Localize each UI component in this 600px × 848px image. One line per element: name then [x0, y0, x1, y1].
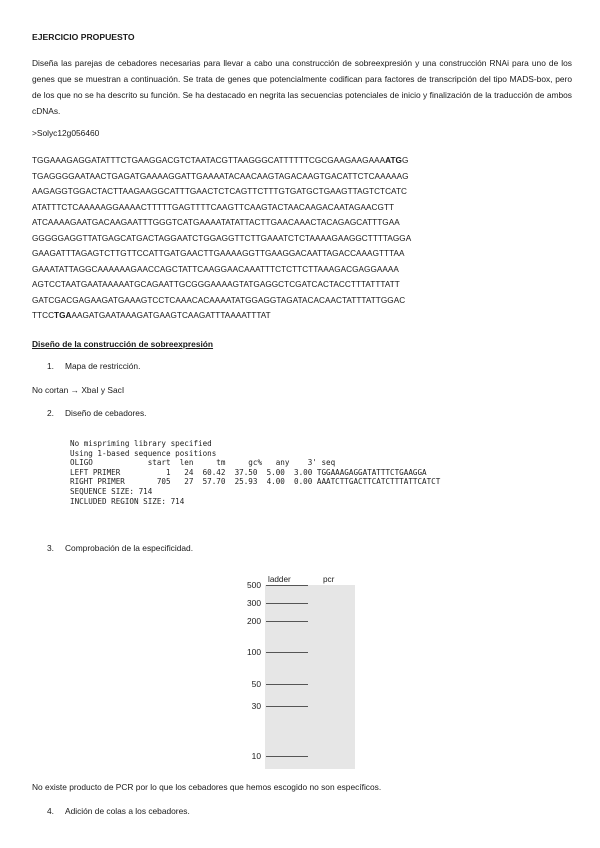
seq-line: TGAGGGGAATAACTGAGATGAAAAGGATTGAAAATACAACAAGTAGACAAGTGACATTCTCAAAAAG [32, 171, 409, 181]
gel-band-label: 500 [247, 580, 261, 590]
ladder-band [266, 706, 308, 707]
seq-line: GATCGACGAGAAGATGAAAGTCCTCAAACACAAAATATGGAGGTAGATACACAACTATTTATTGGAC [32, 295, 406, 305]
no-cut-enzymes: No cortan → XbaI y SacI [32, 385, 125, 395]
seq-line: GAAATATTAGGCAAAAAAGAACCAGCTATTCAAGGAACAAATTTCTCTTCTTAAAGACGAGGAAAA [32, 264, 399, 274]
seq-line: TTCCTGAAAGATGAATAAAGATGAAGTCAAGATTTAAAATTTAT [32, 311, 271, 320]
ladder-band [266, 652, 308, 653]
seq-line: GAAGATTTAGAGTCTTGTTCCATTGATGAACTTGAAAAGGTTGAAGGACAATTAGACCAAAGTTTAA [32, 249, 405, 258]
exercise-intro: Diseña las parejas de cebadores necesarias para llevar a cabo una construcción de sobreexpresión y una construcción RNAi para uno de los genes que se muestran a continuación. Se trata de genes que potencialmente codifican para factores de transcripción del tipo MADS-box, pero de los que no se ha descrito su función. Se ha destacado en negrita las secuencias potenciales de inicio y finalización de la traducción de ambos cDNAs. [32, 58, 572, 116]
gel-band-label: 200 [247, 616, 261, 626]
step-3: 3. Comprobación de la especificidad. [47, 543, 194, 553]
stop-codon: TGA [54, 311, 72, 320]
ladder-band [266, 756, 308, 757]
seq-line: GGGGGAGGTTATGAGCATGACTAGGAATCTGGAGGTTCTTGAAATCTCTAAAAGAAGGCTTTTAGGA [32, 233, 412, 243]
pcr-conclusion: No existe producto de PCR por lo que los cebadores que hemos escogido no son específicos. [32, 782, 382, 792]
ladder-band [266, 684, 308, 685]
seq-line: ATATTTCTCAAAAAGGAAAACTTTTTGAGTTTTCAAGTTCAAGTACTAACAAGACAATAGAACGTT [32, 202, 395, 212]
seq-line: ATCAAAAGAATGACAAGAATTTGGGTCATGAAAATATATTACTTGAACAAACTACAGAGCATTTGAA [32, 218, 400, 227]
primer3-output: No mispriming library specified Using 1-based sequence positions OLIGO start len tm gc% any 3' seq LEFT PRIMER 1 24 60.42 37.50 5.00 3.00 TGGAAAGAGGATATTTCTGAAGGA RIGHT PRIMER 705 27 57.70 25.93 4.00 0.00 AAATCTTGACTTCATCTTTATTCATCT SEQUENCE SIZE: 714 INCLUDED REGION SIZE: 714 [70, 439, 441, 506]
gel-lane-ladder: ladder [268, 575, 291, 584]
gel-band-label: 10 [251, 751, 261, 761]
gene-id: >Solyc12g056460 [32, 128, 100, 138]
step-4: 4. Adición de colas a los cebadores. [47, 806, 190, 816]
ladder-band [266, 603, 308, 604]
gel-lane-pcr: pcr [323, 575, 335, 584]
gel-band-label: 100 [247, 647, 261, 657]
exercise-title: EJERCICIO PROPUESTO [32, 32, 135, 42]
step-2: 2. Diseño de cebadores. [47, 408, 147, 418]
seq-line: AAGAGGTGGACTACTTAAGAAGGCATTTGAACTCTCAGTTCTTTGTGATGCTGAAGTTAGTCTCATC [32, 187, 407, 196]
ladder-band [266, 585, 308, 586]
gel-band-label: 300 [247, 598, 261, 608]
ladder-band [266, 621, 308, 622]
gel-band-label: 50 [251, 679, 261, 689]
gel-image [265, 585, 355, 769]
seq-line: TGGAAAGAGGATATTTCTGAAGGACGTCTAATACGTTAAGGGCATTTTTTCGCGAAGAAGAAAATGG [32, 156, 409, 165]
start-codon: ATG [385, 156, 402, 165]
cdna-sequence [32, 153, 411, 324]
section-title: Diseño de la construcción de sobreexpresión [32, 339, 214, 349]
gel-band-label: 30 [251, 701, 261, 711]
seq-line: AGTCCTAATGAATAAAAATGCAGAATTGCGGGAAAAGTATGAGGCTCGATCACTACCTTTATTTATT [32, 280, 400, 289]
step-1: 1. Mapa de restricción. [47, 361, 141, 371]
